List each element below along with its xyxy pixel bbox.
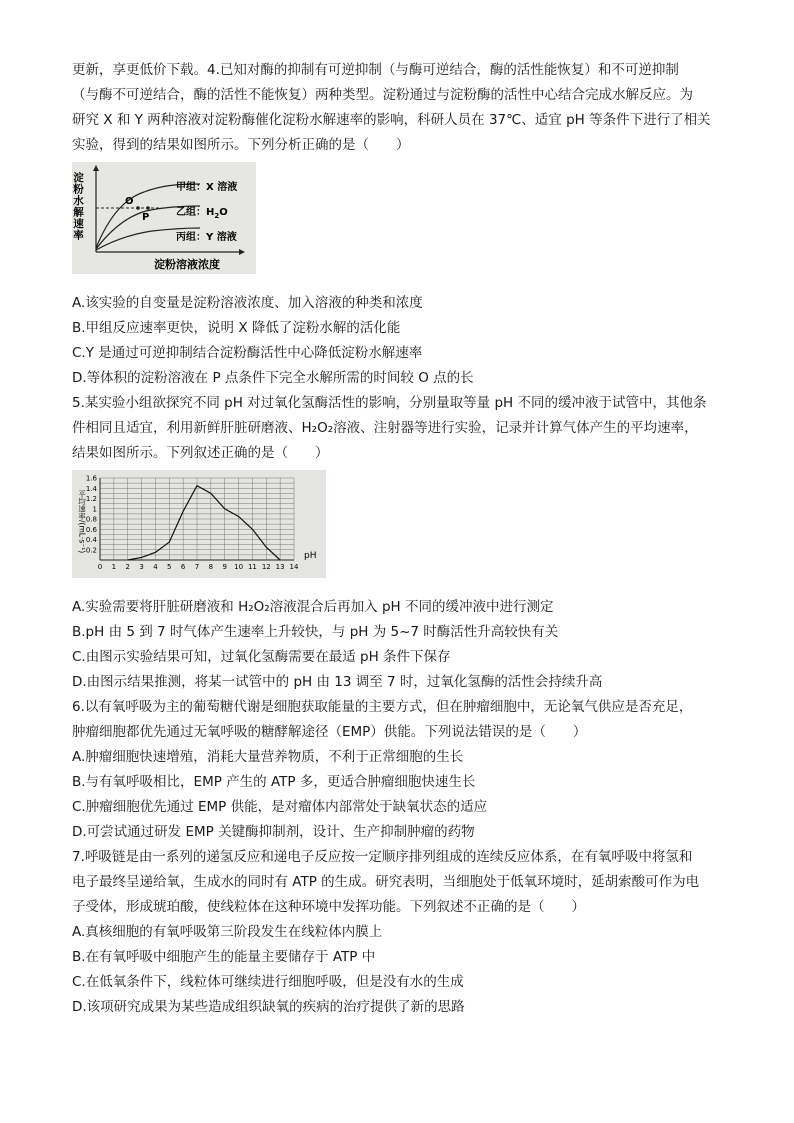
chart2-ylabel: 平均速率/(mL·s⁻¹) <box>77 490 87 554</box>
y-tick-label: 0.4 <box>85 536 97 544</box>
q4-option-a: A.该实验的自变量是淀粉溶液浓度、加入溶液的种类和浓度 <box>72 295 423 311</box>
q7-line: 子受体，形成琥珀酸，使线粒体在这种环境中发挥功能。下列叙述不正确的是（ ） <box>72 899 585 915</box>
chart2-svg <box>72 470 326 578</box>
q6-option-c: C.肿瘤细胞优先通过 EMP 供能，是对瘤体内部常处于缺氧状态的适应 <box>72 799 488 815</box>
x-tick-label: 2 <box>125 563 130 571</box>
q6-option-a: A.肿瘤细胞快速增殖，消耗大量营养物质，不利于正常细胞的生长 <box>72 749 464 765</box>
q5-option-c: C.由图示实验结果可知，过氧化氢酶需要在最适 pH 条件下保存 <box>72 649 451 665</box>
q4-option-b: B.甲组反应速率更快，说明 X 降低了淀粉水解的活化能 <box>72 320 401 336</box>
q7-option-a: A.真核细胞的有氧呼吸第三阶段发生在线粒体内膜上 <box>72 924 383 940</box>
x-tick-label: 3 <box>139 563 144 571</box>
x-tick-label: 6 <box>180 563 186 571</box>
enzyme-inhibition-chart <box>72 162 732 283</box>
series-label-y: 丙组：Y 溶液 <box>176 232 237 243</box>
x-tick-label: 14 <box>289 563 299 571</box>
x-tick-label: 7 <box>194 563 200 571</box>
x-tick-label: 4 <box>153 563 158 571</box>
q7-line: 电子最终呈递给氧，生成水的同时有 ATP 的生成。研究表明，当细胞处于低氧环境时，延胡索酸可作为电 <box>72 874 700 890</box>
x-tick-label: 1 <box>111 563 117 571</box>
q6-option-b: B.与有氧呼吸相比，EMP 产生的 ATP 多，更适合肿瘤细胞快速生长 <box>72 774 476 790</box>
chart1-svg <box>72 162 256 274</box>
y-tick-label: 0.8 <box>85 515 97 524</box>
q5-option-a: A.实验需要将肝脏研磨液和 H₂O₂溶液混合后再加入 pH 不同的缓冲液中进行测定 <box>72 599 554 615</box>
q4-option-c: C.Y 是通过可逆抑制结合淀粉酶活性中心降低淀粉水解速率 <box>72 345 423 361</box>
question-7 <box>72 845 732 1020</box>
q7-option-d: D.该项研究成果为某些造成组织缺氧的疾病的治疗提供了新的思路 <box>72 999 465 1015</box>
q5-line: 结果如图所示。下列叙述正确的是（ ） <box>72 445 329 461</box>
x-tick-label: 9 <box>222 563 227 571</box>
q6-line: 6.以有氧呼吸为主的葡萄糖代谢是细胞获取能量的主要方式，但在肿瘤细胞中，无论氧气供应是否充足， <box>72 699 693 715</box>
question-6 <box>72 695 732 845</box>
x-tick-label: 0 <box>97 563 103 571</box>
q6-option-d: D.可尝试通过研发 EMP 关键酶抑制剂，设计、生产抑制肿瘤的药物 <box>72 824 475 840</box>
q4-line: 实验，得到的结果如图所示。下列分析正确的是（ ） <box>72 137 410 153</box>
y-tick-label: 0.6 <box>85 525 97 534</box>
q7-line: 7.呼吸链是由一系列的递氢反应和递电子反应按一定顺序排列组成的连续反应体系，在有氧呼吸中将氢和 <box>72 849 693 865</box>
q6-line: 肿瘤细胞都优先通过无氧呼吸的糖酵解途径（EMP）供能。下列说法错误的是（ ） <box>72 724 587 740</box>
q5-option-d: D.由图示结果推测，将某一试管中的 pH 由 13 调至 7 时，过氧化氢酶的活性会持续升高 <box>72 674 603 690</box>
document-page <box>72 58 732 1020</box>
q7-option-c: C.在低氧条件下，线粒体可继续进行细胞呼吸，但是没有水的生成 <box>72 974 464 990</box>
y-tick-label: 1.6 <box>85 474 97 483</box>
series-label-x: 甲组：X 溶液 <box>176 182 238 193</box>
q5-option-b: B.pH 由 5 到 7 时气体产生速率上升较快，与 pH 为 5~7 时酶活性升高较快有关 <box>72 624 559 640</box>
y-tick-label: 0.2 <box>85 546 97 555</box>
chart1-ylabel: 淀粉水解速率 <box>72 172 84 241</box>
q5-line: 5.某实验小组欲探究不同 pH 对过氧化氢酶活性的影响，分别量取等量 pH 不同的缓冲液于试管中，其他条 <box>72 395 707 411</box>
series-label-h2o: 乙组：$H_2O$ <box>176 207 228 220</box>
chart1-xlabel: 淀粉溶液浓度 <box>154 258 220 271</box>
label-o: O <box>125 196 134 207</box>
y-tick-label: 1.4 <box>85 484 97 493</box>
point-o <box>136 206 140 210</box>
q4-line: 研究 X 和 Y 两种溶液对淀粉酶催化淀粉水解速率的影响，科研人员在 37℃、适宜 pH 等条件下进行了相关 <box>72 112 711 128</box>
chart2-xlabel: pH <box>304 551 317 561</box>
x-tick-label: 5 <box>167 563 172 571</box>
y-tick-label: 1 <box>92 505 97 514</box>
x-tick-label: 8 <box>208 563 214 571</box>
x-tick-label: 11 <box>247 563 257 571</box>
x-tick-label: 10 <box>234 563 244 571</box>
y-tick-label: 1.2 <box>85 495 97 503</box>
x-tick-label: 12 <box>261 563 271 571</box>
ph-activity-chart <box>72 470 732 587</box>
q5-line: 件相同且适宜，利用新鲜肝脏研磨液、H₂O₂溶液、注射器等进行实验，记录并计算气体产生的平均速率， <box>72 420 698 436</box>
x-tick-label: 13 <box>275 563 285 571</box>
q7-option-b: B.在有氧呼吸中细胞产生的能量主要储存于 ATP 中 <box>72 949 376 965</box>
question-4 <box>72 58 732 391</box>
point-p <box>146 206 150 210</box>
label-p: P <box>142 212 150 223</box>
q4-option-d: D.等体积的淀粉溶液在 P 点条件下完全水解所需的时间较 O 点的长 <box>72 370 474 386</box>
q4-line: 更新，享更低价下载。4.已知对酶的抑制有可逆抑制（与酶可逆结合，酶的活性能恢复）和不可逆抑制 <box>72 62 679 78</box>
question-5 <box>72 391 732 695</box>
q4-line: （与酶不可逆结合，酶的活性不能恢复）两种类型。淀粉通过与淀粉酶的活性中心结合完成水解反应。为 <box>72 87 693 103</box>
